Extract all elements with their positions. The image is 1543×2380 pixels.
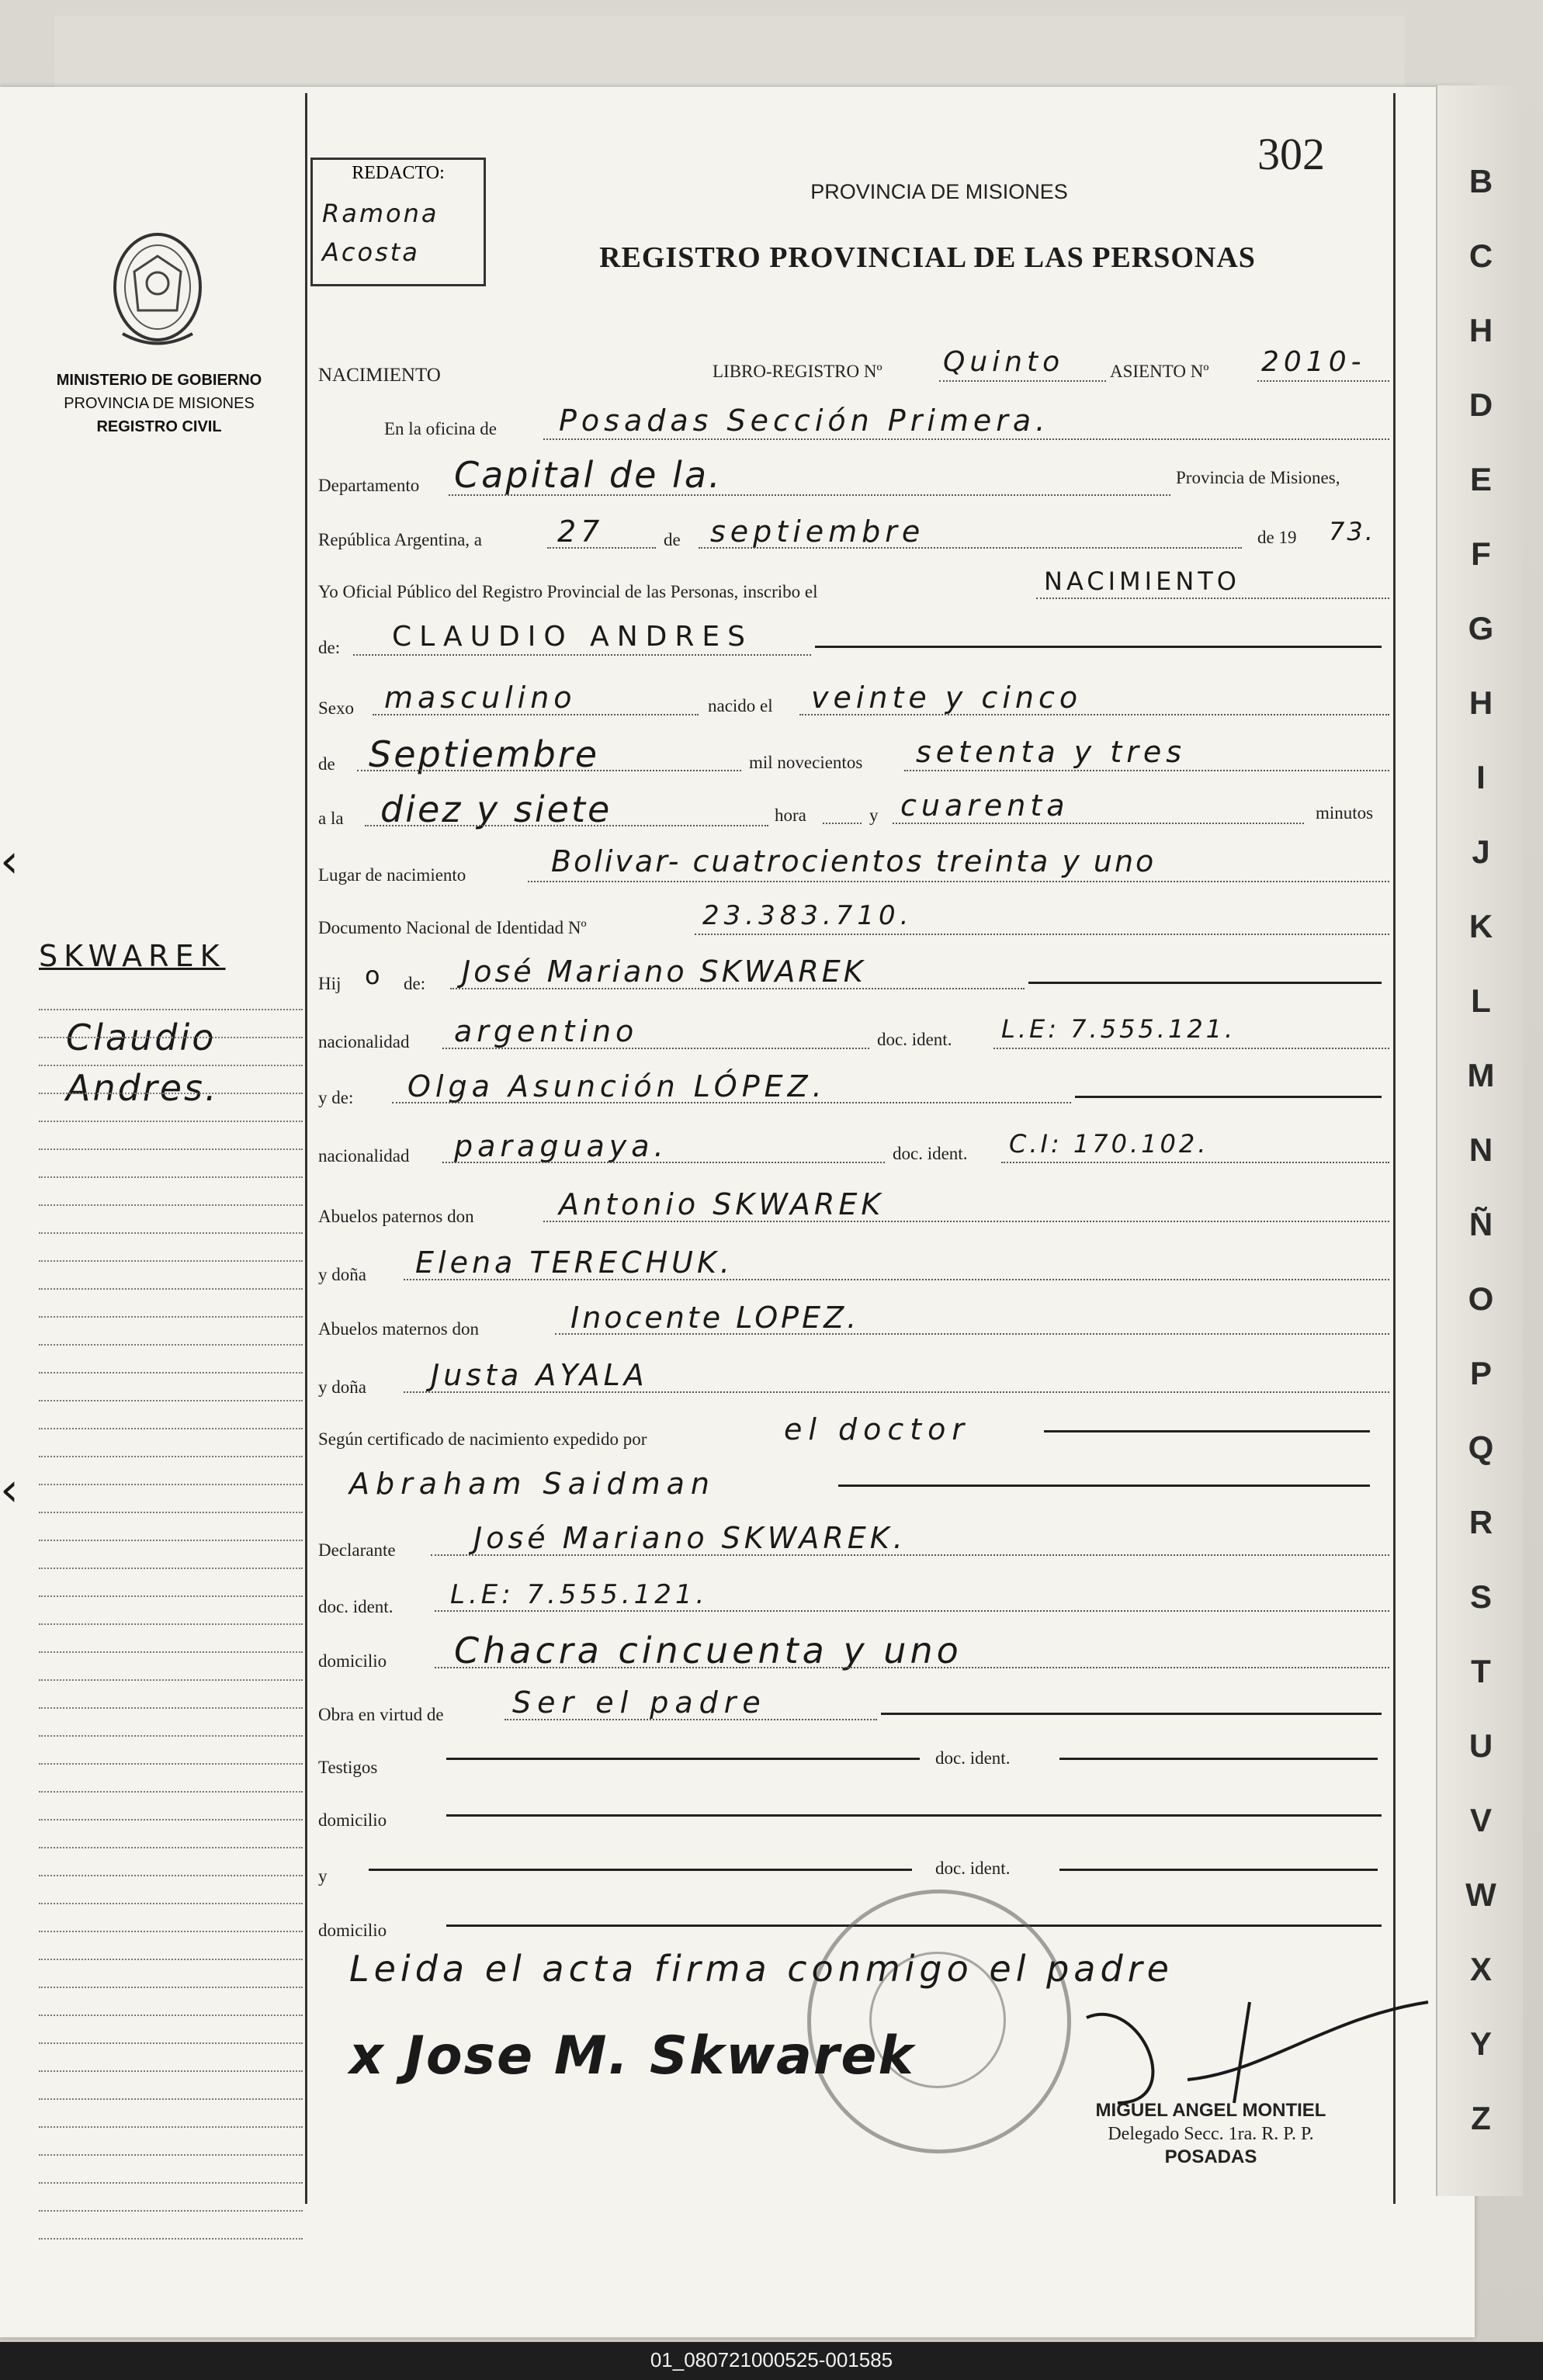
margin-line xyxy=(39,1288,303,1290)
madre-closing-line xyxy=(1075,1096,1382,1098)
de-mes-label: de xyxy=(318,754,335,774)
mes-value: septiembre xyxy=(710,514,925,549)
obra-label: Obra en virtud de xyxy=(318,1705,444,1724)
sexo-line xyxy=(373,714,699,715)
index-tab[interactable]: M xyxy=(1467,1057,1495,1093)
padre-value: José Mariano SKWAREK xyxy=(462,954,866,989)
abuelo-mat-line xyxy=(555,1333,1389,1335)
doc-padre-value: L.E: 7.555.121. xyxy=(1001,1014,1236,1044)
doc-declarante-value: L.E: 7.555.121. xyxy=(450,1579,709,1610)
nacido-label: nacido el xyxy=(708,696,773,715)
nac-padre-line xyxy=(442,1048,869,1049)
index-tab[interactable]: F xyxy=(1471,535,1491,572)
margin-line xyxy=(39,1037,303,1038)
a-la-label: a la xyxy=(318,809,344,828)
hora-gap-line xyxy=(823,823,862,824)
index-tab[interactable]: Ñ xyxy=(1468,1206,1493,1242)
y-testigo-doc-label: doc. ident. xyxy=(935,1859,1011,1878)
certificado-2-line xyxy=(838,1484,1370,1487)
abuelos-pat-label: Abuelos paternos don xyxy=(318,1207,474,1226)
margin-line xyxy=(39,1540,303,1541)
libro-value: Quinto xyxy=(943,346,1065,378)
doc-madre-label: doc. ident. xyxy=(893,1144,968,1163)
obra-value: Ser el padre xyxy=(512,1685,767,1720)
dni-value: 23.383.710. xyxy=(702,900,914,931)
lugar-line xyxy=(528,881,1389,882)
doc-madre-value: C.I: 170.102. xyxy=(1009,1129,1209,1159)
margin-line xyxy=(39,1148,303,1150)
hijo-label: Hij xyxy=(318,974,342,993)
testigos-label: Testigos xyxy=(318,1758,378,1777)
index-tab[interactable]: X xyxy=(1469,1951,1492,1987)
dia-value: 27 xyxy=(557,514,605,549)
margin-line xyxy=(39,1176,303,1178)
mil-label: mil novecientos xyxy=(749,753,863,772)
margin-given-2: Andres. xyxy=(66,1067,219,1109)
asiento-line xyxy=(1257,380,1389,382)
margin-line xyxy=(39,1204,303,1206)
margin-line xyxy=(39,1819,303,1821)
page-number: 302 xyxy=(1257,129,1325,179)
officer-role: Delegado Secc. 1ra. R. P. P. xyxy=(1108,2124,1314,2144)
madre-line xyxy=(392,1102,1071,1103)
anio-value: 73. xyxy=(1329,517,1375,546)
oficina-line xyxy=(543,438,1389,440)
nombre-closing-line xyxy=(815,646,1382,648)
margin-line xyxy=(39,1316,303,1318)
margin-line xyxy=(39,2042,303,2044)
ministry-line1: MINISTERIO DE GOBIERNO xyxy=(56,372,262,389)
margin-line xyxy=(39,1959,303,1960)
margin-line xyxy=(39,1065,303,1066)
hora-value: diez y siete xyxy=(380,788,612,830)
margin-line xyxy=(39,1735,303,1737)
index-tab[interactable]: H xyxy=(1468,684,1493,721)
madre-value: Olga Asunción LÓPEZ. xyxy=(407,1069,827,1103)
y-testigo-line xyxy=(369,1869,912,1871)
certificado-2-value: Abraham Saidman xyxy=(349,1467,716,1501)
nacimiento-label: NACIMIENTO xyxy=(318,365,441,386)
margin-line xyxy=(39,1456,303,1457)
margin-line xyxy=(39,1484,303,1485)
asiento-label: ASIENTO Nº xyxy=(1110,362,1209,381)
margin-line xyxy=(39,2126,303,2128)
certificado-1-line xyxy=(1044,1430,1370,1433)
margin-line xyxy=(39,1763,303,1765)
libro-label: LIBRO-REGISTRO Nº xyxy=(713,362,882,381)
index-tab[interactable]: D xyxy=(1468,386,1493,423)
de-label: de xyxy=(664,530,681,549)
nacionalidad-padre-label: nacionalidad xyxy=(318,1032,410,1051)
redacto-box xyxy=(310,158,486,286)
domicilio-value: Chacra cincuenta y uno xyxy=(454,1630,962,1672)
abuelos-mat-label: Abuelos maternos don xyxy=(318,1319,479,1339)
mes-nac-line xyxy=(357,770,741,771)
margin-line xyxy=(39,1400,303,1401)
index-tab[interactable]: Z xyxy=(1471,2100,1491,2136)
margin-line xyxy=(39,1679,303,1681)
margin-line xyxy=(39,1344,303,1346)
lugar-value: Bolivar- cuatrocientos treinta y uno xyxy=(551,844,1156,878)
departamento-line xyxy=(449,494,1170,496)
index-tab[interactable]: T xyxy=(1471,1653,1491,1689)
index-tab[interactable]: K xyxy=(1468,908,1493,944)
margin-line xyxy=(39,2210,303,2212)
officer-signature-mark xyxy=(1071,1987,1444,2111)
segun-label: Según certificado de nacimiento expedido por xyxy=(318,1429,647,1449)
acto-line xyxy=(1036,598,1389,599)
doc-madre-line xyxy=(1001,1162,1389,1163)
margin-line xyxy=(39,2098,303,2100)
doc-padre-line xyxy=(993,1048,1389,1049)
obra-line xyxy=(505,1719,877,1720)
ministry-heading xyxy=(31,369,287,438)
y-dona-mat-label: y doña xyxy=(318,1377,366,1397)
index-tab[interactable]: Y xyxy=(1469,2025,1492,2062)
margin-line xyxy=(39,1903,303,1904)
index-tab[interactable]: E xyxy=(1469,461,1492,497)
doc-declarante-line xyxy=(435,1610,1389,1612)
departamento-value: Capital de la. xyxy=(454,454,723,496)
certificado-1-value: el doctor xyxy=(784,1412,971,1446)
anio-nac-value: setenta y tres xyxy=(916,735,1187,769)
index-tab[interactable]: H xyxy=(1468,312,1493,348)
abuela-mat-value: Justa AYALA xyxy=(431,1358,648,1392)
abuelo-pat-value: Antonio SKWAREK xyxy=(559,1187,885,1221)
nacido-line xyxy=(799,714,1389,715)
oficina-label: En la oficina de xyxy=(384,419,497,438)
closing-text: Leida el acta firma conmigo el padre xyxy=(349,1948,1174,1990)
margin-line xyxy=(39,2238,303,2240)
provincia-label: Provincia de Misiones, xyxy=(1176,468,1340,487)
hora-line xyxy=(365,825,768,826)
hijo-de-label: de: xyxy=(404,974,426,993)
minutos-label: minutos xyxy=(1316,803,1374,823)
index-tab[interactable]: P xyxy=(1469,1355,1492,1391)
republica-label: República Argentina, a xyxy=(318,530,482,549)
index-tab[interactable]: S xyxy=(1469,1578,1492,1615)
y-label: y xyxy=(869,805,879,825)
margin-line xyxy=(39,1875,303,1876)
index-tab[interactable]: G xyxy=(1468,610,1494,646)
index-tab[interactable]: C xyxy=(1468,237,1493,274)
margin-line xyxy=(39,2154,303,2156)
nac-madre-line xyxy=(442,1162,885,1163)
testigos-doc-line xyxy=(1059,1758,1378,1760)
margin-line xyxy=(39,1987,303,1988)
domicilio-line xyxy=(435,1667,1389,1668)
margin-line xyxy=(39,1428,303,1429)
dni-line xyxy=(695,934,1389,935)
minutos-value: cuarenta xyxy=(900,788,1070,823)
hora-label: hora xyxy=(775,805,806,825)
abuela-mat-line xyxy=(404,1391,1389,1393)
asiento-value: 2010- xyxy=(1261,346,1366,378)
margin-line xyxy=(39,1568,303,1569)
index-tab[interactable]: B xyxy=(1468,163,1493,199)
officer-block xyxy=(1056,2099,1366,2169)
margin-line xyxy=(39,1623,303,1625)
index-tab[interactable]: V xyxy=(1469,1802,1492,1838)
acto-value: NACIMIENTO xyxy=(1044,566,1240,596)
libro-line xyxy=(939,380,1106,382)
lugar-label: Lugar de nacimiento xyxy=(318,865,466,885)
minutos-line xyxy=(893,823,1304,824)
de-year-label: de 19 xyxy=(1257,528,1297,547)
index-tab[interactable]: R xyxy=(1468,1504,1493,1540)
margin-line xyxy=(39,1512,303,1513)
margin-line xyxy=(39,1595,303,1597)
margin-line xyxy=(39,1791,303,1793)
margin-line xyxy=(39,1260,303,1262)
index-tab[interactable]: U xyxy=(1468,1727,1493,1764)
dia-line xyxy=(547,547,656,549)
margin-line xyxy=(39,1093,303,1094)
mes-nac-value: Septiembre xyxy=(369,733,600,775)
sexo-label: Sexo xyxy=(318,698,354,718)
coat-of-arms-icon xyxy=(99,225,216,357)
index-tab[interactable]: J xyxy=(1472,833,1490,870)
margin-line xyxy=(39,2070,303,2072)
registry-title: REGISTRO PROVINCIAL DE LAS PERSONAS xyxy=(599,241,1256,274)
abuela-pat-value: Elena TERECHUK. xyxy=(415,1245,733,1280)
margin-line xyxy=(39,1847,303,1848)
abuelo-mat-value: Inocente LOPEZ. xyxy=(570,1301,860,1335)
index-tab[interactable]: N xyxy=(1468,1131,1493,1168)
de-colon-label: de: xyxy=(318,638,341,657)
margin-line xyxy=(39,2182,303,2184)
abuelo-pat-line xyxy=(543,1221,1389,1222)
sexo-value: masculino xyxy=(384,681,577,715)
nacido-value: veinte y cinco xyxy=(811,681,1083,715)
hijo-o-value: o xyxy=(365,961,385,990)
redacto-label: REDACTO: xyxy=(352,163,445,183)
anio-nac-line xyxy=(904,770,1389,771)
redacto-name-2: Acosta xyxy=(322,237,420,267)
doc-declarante-label: doc. ident. xyxy=(318,1597,394,1616)
declarante-label: Declarante xyxy=(318,1540,396,1560)
margin-line xyxy=(39,1232,303,1234)
declarante-line xyxy=(431,1554,1389,1556)
margin-given-1: Claudio xyxy=(66,1017,217,1058)
dni-label: Documento Nacional de Identidad Nº xyxy=(318,918,587,937)
domicilio-t1-label: domicilio xyxy=(318,1810,387,1830)
doc-padre-label: doc. ident. xyxy=(877,1030,952,1049)
officer-name: MIGUEL ANGEL MONTIEL xyxy=(1095,2100,1326,2121)
margin-surname: SKWAREK xyxy=(39,939,226,973)
y-testigo-doc-line xyxy=(1059,1869,1378,1871)
nac-madre-value: paraguaya. xyxy=(454,1129,668,1163)
left-margin-rule xyxy=(305,93,307,2204)
y-de-label: y de: xyxy=(318,1088,354,1107)
obra-closing-line xyxy=(881,1713,1382,1715)
domicilio-t2-label: domicilio xyxy=(318,1921,387,1940)
index-tab[interactable]: L xyxy=(1471,982,1491,1019)
declarante-value: José Mariano SKWAREK. xyxy=(473,1521,907,1555)
oficina-value: Posadas Sección Primera. xyxy=(559,404,1050,438)
index-tab[interactable]: Q xyxy=(1468,1429,1494,1466)
index-tab[interactable]: I xyxy=(1476,759,1486,795)
y-testigo-label: y xyxy=(318,1866,328,1886)
testigos-line xyxy=(446,1758,920,1760)
nac-padre-value: argentino xyxy=(454,1014,639,1048)
margin-line xyxy=(39,2015,303,2016)
margin-line xyxy=(39,1009,303,1010)
officer-city: POSADAS xyxy=(1164,2146,1257,2167)
index-tab[interactable]: O xyxy=(1468,1280,1494,1317)
margin-mark-2: ‹ xyxy=(0,1463,23,1517)
departamento-label: Departamento xyxy=(318,476,420,495)
nombre-line xyxy=(353,654,811,656)
ministry-line3: REGISTRO CIVIL xyxy=(96,418,222,435)
footer-id: 01_080721000525-001585 xyxy=(650,2348,893,2371)
margin-line xyxy=(39,1707,303,1709)
nombre-value: CLAUDIO ANDRES xyxy=(392,621,754,653)
mes-line xyxy=(699,547,1242,549)
padre-line xyxy=(450,988,1025,989)
margin-line xyxy=(39,1121,303,1122)
domicilio-label: domicilio xyxy=(318,1651,387,1671)
index-tab[interactable]: W xyxy=(1465,1876,1496,1913)
redacto-name-1: Ramona xyxy=(322,199,439,228)
right-margin-rule xyxy=(1393,93,1396,2204)
ministry-line2: PROVINCIA DE MISIONES xyxy=(64,395,255,412)
padre-closing-line xyxy=(1028,982,1382,984)
margin-line xyxy=(39,1372,303,1374)
nacionalidad-madre-label: nacionalidad xyxy=(318,1146,410,1166)
province-heading: PROVINCIA DE MISIONES xyxy=(810,180,1068,203)
margin-line xyxy=(39,1931,303,1932)
margin-mark-1: ‹ xyxy=(0,834,23,889)
testigos-doc-label: doc. ident. xyxy=(935,1748,1011,1768)
yo-oficial-label: Yo Oficial Público del Registro Provincial de las Personas, inscribo el xyxy=(318,582,818,601)
abuela-pat-line xyxy=(404,1279,1389,1280)
margin-line xyxy=(39,1651,303,1653)
domicilio-t1-line xyxy=(446,1814,1382,1817)
y-dona-pat-label: y doña xyxy=(318,1265,366,1284)
declarant-signature: x Jose M. Skwarek xyxy=(349,2025,915,2087)
